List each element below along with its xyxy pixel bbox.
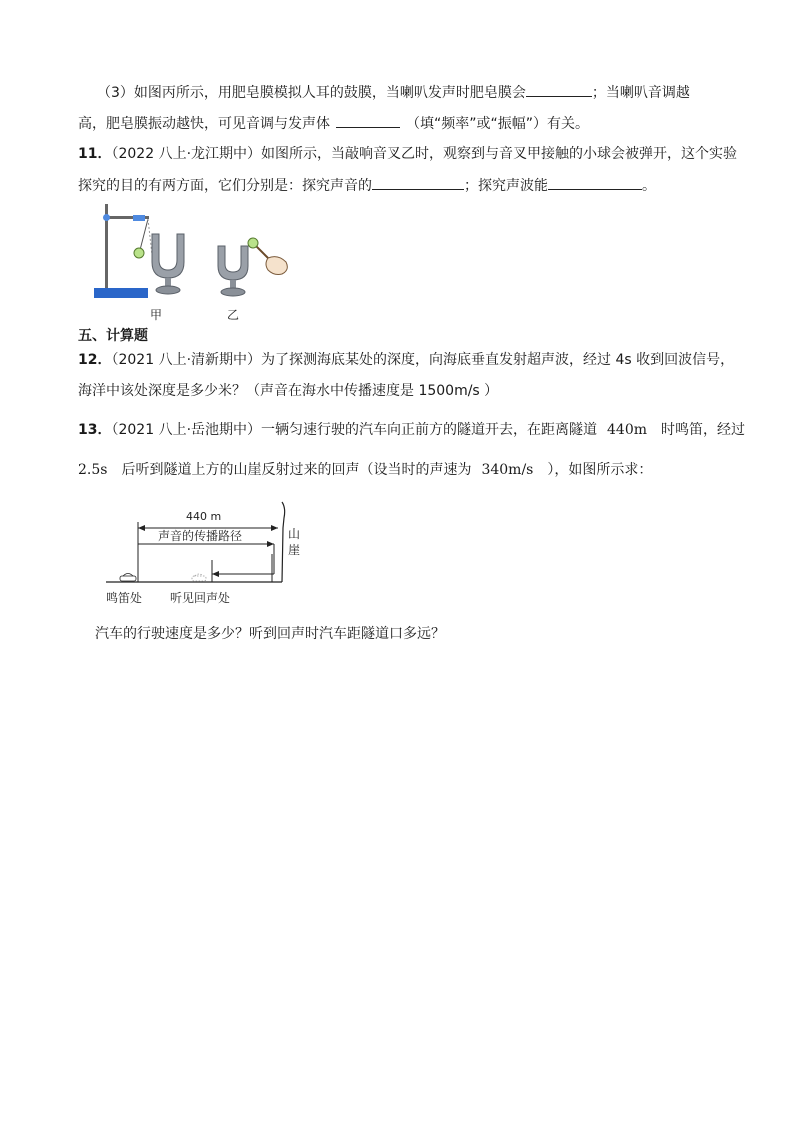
label-jia: 甲 — [150, 308, 163, 322]
q11-source: （2022 八上·龙江期中） — [111, 146, 262, 162]
q10-part3-line1 — [97, 82, 690, 103]
q13-source: （2021 八上·岳池期中） — [111, 422, 262, 438]
distance-label: 440 m — [186, 510, 222, 523]
q11-text-c: 。 — [642, 178, 656, 194]
q10-part3-line2 — [78, 113, 589, 134]
q10-part3-text-c: 高，肥皂膜振动越快，可见音调与发声体 — [78, 116, 330, 132]
q10-part3-text-d: （填“频率”或“振幅”）有关。 — [406, 116, 590, 132]
clamp — [103, 214, 110, 221]
hand-icon — [266, 257, 287, 275]
q13-time: 2.5s — [78, 462, 108, 478]
q12-number: 12． — [78, 352, 112, 368]
q13-text-d: ），如图所示求： — [547, 462, 653, 478]
honk-label: 鸣笛处 — [106, 591, 143, 605]
tuning-fork-jia — [152, 234, 184, 294]
path-label: 声音的传播路径 — [158, 529, 243, 543]
pendulum-string — [140, 219, 148, 250]
q13-number: 13． — [78, 422, 112, 438]
q10-blank-1[interactable] — [526, 82, 592, 97]
q11-line1 — [78, 144, 737, 164]
car-icon-honk — [120, 574, 136, 582]
q11-number: 11． — [78, 146, 112, 162]
section-title: 五、计算题 — [78, 328, 148, 344]
q11-line2 — [78, 175, 656, 196]
ball — [134, 248, 144, 258]
q13-line1 — [78, 420, 745, 440]
q13-text-c: 后听到隧道上方的山崖反射过来的回声（设当时的声速为 — [121, 462, 472, 478]
q12-line1 — [78, 350, 734, 370]
q11-blank-1[interactable] — [372, 175, 464, 190]
q12-text-1: 为了探测海底某处的深度，向海底垂直发射超声波，经过 4s 收到回波信号， — [261, 352, 735, 368]
echo-label: 听见回声处 — [170, 591, 231, 605]
q13-text-a: 一辆匀速行驶的汽车向正前方的隧道开去，在距离隧道 — [261, 422, 598, 438]
label-yi: 乙 — [227, 308, 240, 322]
mallet-head — [248, 238, 258, 248]
cliff-outline — [282, 502, 285, 582]
q12-text-2: 海洋中该处深度是多少米？（声音在海水中传播速度是 1500m/s ） — [78, 383, 499, 399]
q11-blank-2[interactable] — [548, 175, 642, 190]
q10-blank-2[interactable] — [336, 113, 400, 128]
q10-part3-text-a: （3）如图丙所示，用肥皂膜模拟人耳的鼓膜，当喇叭发声时肥皂膜会 — [97, 85, 526, 101]
echo-diagram — [100, 498, 315, 608]
q12-line2 — [78, 381, 498, 401]
q12-source: （2021 八上·清新期中） — [111, 352, 262, 368]
q11-text: 如图所示，当敲响音叉乙时，观察到与音叉甲接触的小球会被弹开，这个实验 — [261, 146, 738, 162]
car-icon-echo — [192, 574, 206, 581]
q10-part3-text-b: ；当喇叭音调越 — [591, 85, 690, 101]
q13-text-b: 时鸣笛，经过 — [661, 422, 746, 438]
q11-text-b: ；探究声波能 — [464, 178, 548, 194]
q13-distance: 440m — [607, 422, 648, 438]
q13-question: 汽车的行驶速度是多少？听到回声时汽车距隧道口多远？ — [95, 626, 445, 642]
q11-text-a: 探究的目的有两方面，它们分别是：探究声音的 — [78, 178, 372, 194]
cliff-label-chars: 山 — [288, 527, 301, 541]
tuning-fork-figure — [88, 200, 298, 325]
q13-line2 — [78, 460, 652, 480]
q13-speed: 340m/s — [481, 462, 534, 478]
cliff-label: 山崖 — [288, 527, 301, 557]
clamp-holder — [133, 215, 145, 221]
stand-base — [94, 288, 148, 298]
pendulum-string-dashed — [148, 219, 152, 255]
tuning-fork-yi — [218, 246, 248, 296]
